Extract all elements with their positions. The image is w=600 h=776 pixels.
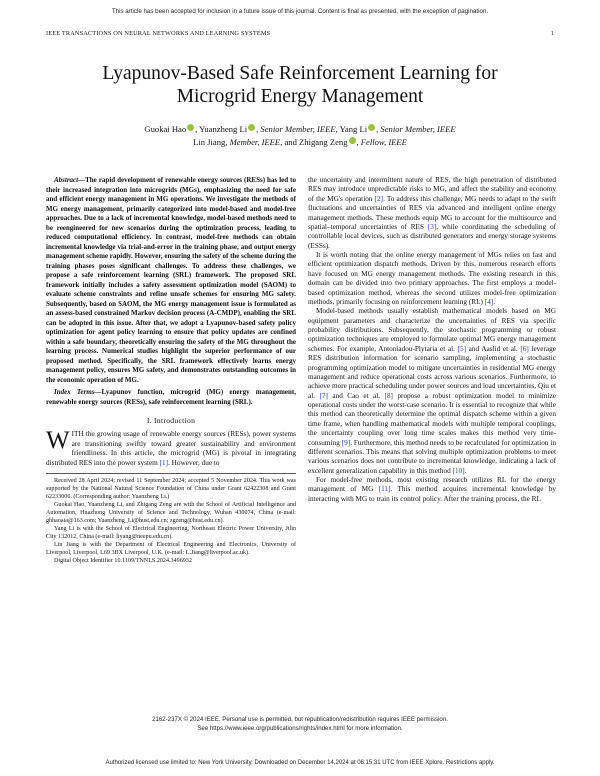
- citation-link[interactable]: [6]: [520, 344, 529, 353]
- citation-link[interactable]: [8]: [384, 391, 393, 400]
- right-column: [308, 176, 556, 504]
- running-header: [46, 30, 554, 37]
- intro-paragraph: WITH the growing usage of renewable energy sources (RESs), power systems are transitioning swiftly toward greater sustainability and environment friendliness. In this article, the microgrid (MG) is pivotal in integrating distributed RES into the power system [1]. However, due to: [46, 427, 296, 467]
- orcid-icon[interactable]: [368, 124, 375, 131]
- body-paragraph: It is worth noting that the online energy management of MGs relies on fast and efficient optimization dispatch methods. Driven by this, numerous research efforts have focused on MG energy management methods. The existing research in this domain can be divided into two primary approaches. The first employs a model-based optimization method, whereas the second utilizes model-free optimization methods, primarily focusing on reinforcement learning (RL) [4].: [308, 251, 556, 306]
- acceptance-notice: This article has been accepted for inclusion in a future issue of this journal. Content is final as presented, with the exception of pagination.: [111, 8, 489, 15]
- author-list: Guokai Hao , Yuanzheng Li , Senior Member, IEEE, Yang Li , Senior Member, IEEE Lin Jiang, Member, IEEE, and Zhigang Zeng , Fellow, IEEE: [144, 124, 456, 147]
- citation-link[interactable]: [4]: [484, 297, 494, 306]
- body-paragraph: Model-based methods usually establish mathematical models based on MG equipment parameters and characterize the uncertainties of RES via specific probability distributions. Subsequently, the stochastic programming or robust optimization techniques are employed to formulate optimal MG energy management schemes. For example, Antoniadou-Plytaria et al. [5] and Aaslid et al. [6] leverage RES distribution information for scenario sampling, implementing a stochastic programming optimization model to mitigate uncertainties in residential MG energy management and reduce operational costs across various scenarios. Furthermore, to achieve more practical scheduling under power sources and load uncertainties, Qiu et al. [7] and Cao et al. [8] propose a robust optimization model to minimize operational costs under the worst-case scenario. It is essential to recognize that while this method can theoretically determine the optimal dispatch scheme within a given time frame, when handling mathematical models with multiple temporal couplings, the uncertainty coupling over long time scales makes this method very time-consuming [9]. Furthermore, this method needs to be recalculated for optimization in different scenarios. This means that solving multiple optimization problems to meet various scenarios does not contribute to incremental knowledge, indicating a lack of excellent generalization capability in this method [10].: [308, 307, 556, 475]
- paper-title: Lyapunov-Based Safe Reinforcement Learning for Microgrid Energy Management: [102, 63, 498, 107]
- citation-link[interactable]: [11]: [378, 485, 391, 494]
- citation-link[interactable]: [7]: [319, 391, 328, 400]
- copyright-footer: 2162-237X © 2024 IEEE. Personal use is permitted, but republication/redistribution requires IEEE permission. See https://www.ieee.org/publications/rights/index.html for more information.: [152, 716, 448, 732]
- orcid-icon[interactable]: [248, 124, 255, 131]
- drop-cap: W: [46, 427, 70, 455]
- citation-link[interactable]: [1]: [159, 458, 169, 467]
- journal-name: IEEE TRANSACTIONS ON NEURAL NETWORKS AND LEARNING SYSTEMS: [46, 30, 271, 37]
- citation-link[interactable]: [2]: [374, 194, 384, 203]
- citation-link[interactable]: [9]: [341, 438, 351, 447]
- footnotes: Received 28 April 2024; revised 11 September 2024; accepted 5 November 2024. This work was supported by the National Natural Science Foundation of China under Grant 62422308 and Grant 62233006. (Corresponding author: Yuanzheng Li.) Guokai Hao, Yuanzheng Li, and Zhigang Zeng are with the School of Artificial Intelligence and Automation, Huazhong University of Science and Technology, Wuhan 430074, China (e-mail: ghhaoaia@163.com; Yuanzheng_Li@hust.edu.cn; zgzeng@hust.edu.cn). Yang Li is with the School of Electrical Engineering, Northeast Electric Power University, Jilin City 132012, China (e-mail: liyang@neepu.edu.cn). Lin Jiang is with the Department of Electrical Engineering and Electronics, University of Liverpool, Liverpool, L69 3BX Liverpool, U.K. (e-mail: L.Jiang@liverpool.ac.uk). Digital Object Identifier 10.1109/TNNLS.2024.3496932: [46, 473, 296, 565]
- abstract: Abstract—The rapid development of renewable energy sources (RESs) has led to their increased integration into microgrids (MGs), emphasizing the need for safe and efficient energy management in MG operations. We investigate the methods of MG energy management, primarily categorized into model-based and model-free approaches. Due to a lack of incremental knowledge, model-based methods need to be reengineered for new scenarios during the optimization process, leading to reduced computational efficiency. In contrast, model-free methods can obtain incremental knowledge via trial-and-error in the training phase, and output energy management scheme rapidly. However, ensuring the safety of the scheme during the training phases poses significant challenges. To address these challenges, we propose a safe reinforcement learning (SRL) framework. The proposed SRL framework initially includes a safety assessment optimization model (SAOM) to evaluate scheme constraints and refine unsafe schemes for ensuring MG safety. Subsequently, based on SAOM, the MG energy management issue is formulated as an assess-based constrained Markov decision process (A-CMDP), enabling the SRL can be adopted in this issue. After that, we adopt a Lyapunov-based safety policy optimization for agent policy learning to ensure that policy updates are confined within a safe boundary, theoretically ensuring the safety of the MG throughout the learning process. Numerical studies highlight the superior performance of our proposed method. Specifically, the SRL framework effectively learns energy management policy, ensures MG safety, and demonstrates outstanding outcomes in the economic operation of MG.: [46, 176, 296, 384]
- section-heading: I. Introduction: [146, 416, 196, 425]
- page-number: 1: [550, 30, 554, 37]
- citation-link[interactable]: [10]: [452, 466, 465, 475]
- index-terms: Index Terms—Lyapunov function, microgrid (MG) energy management, renewable energy sources (RESs), safe reinforcement learning (SRL).: [46, 388, 297, 406]
- license-notice: Authorized licensed use limited to: New York University. Downloaded on December 14,2024 at 06:15:31 UTC from IEEE Xplore. Restrictions apply.: [105, 760, 495, 766]
- body-paragraph: For model-free methods, most existing research utilizes RL for the energy management of MG [11]. This method acquires incremental knowledge by interacting with MG to train its control policy. After the training process, the RL: [308, 476, 556, 503]
- citation-link[interactable]: [5]: [457, 344, 467, 353]
- left-column: [46, 176, 296, 565]
- citation-link[interactable]: [3]: [427, 222, 437, 231]
- orcid-icon[interactable]: [349, 137, 356, 144]
- body-paragraph: the uncertainty and intermittent nature of RES, the high penetration of distributed RES may introduce unpredictable risks to MG, and affect the stability and economy of the MG's operation [2]. To address this challenge, MG needs to adapt to the swift fluctuations and uncertainties of RES via advanced and intelligent online energy management methods. These methods equip MG to account for the multisource and spatial–temporal uncertainties of RES [3], while coordinating the scheduling of controllable local devices, such as distributed generators and energy storage systems (ESSs).: [308, 176, 556, 250]
- orcid-icon[interactable]: [187, 124, 194, 131]
